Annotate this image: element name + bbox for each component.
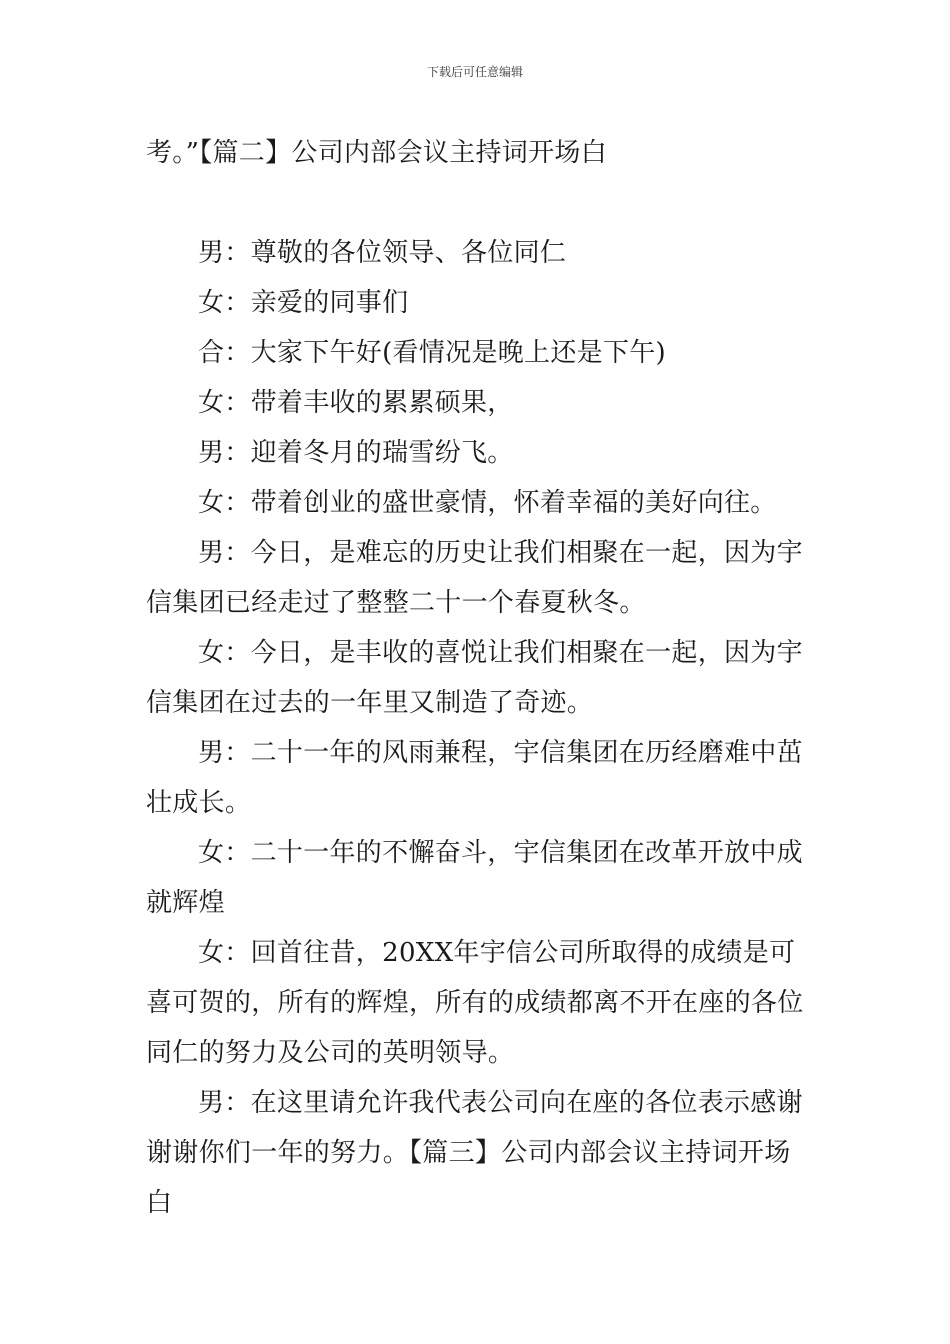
paragraph: 女：今日，是丰收的喜悦让我们相聚在一起，因为宇信集团在过去的一年里又制造了奇迹。 — [146, 638, 803, 718]
paragraph: 男：今日，是难忘的历史让我们相聚在一起，因为宇信集团已经走过了整整二十一个春夏秋冬。 — [146, 538, 803, 618]
paragraph: 女：带着丰收的累累硕果， — [198, 388, 514, 418]
paragraph: 合：大家下午好(看情况是晚上还是下午) — [198, 338, 666, 368]
paragraph-continuation: 考。”【篇二】公司内部会议主持词开场白 — [146, 138, 607, 168]
paragraph: 女：亲爱的同事们 — [198, 288, 409, 318]
paragraph: 男：在这里请允许我代表公司向在座的各位表示感谢谢谢你们一年的努力。【篇三】公司内部会议主持词开场白 — [146, 1088, 803, 1218]
paragraph: 女：带着创业的盛世豪情，怀着幸福的美好向往。 — [198, 488, 777, 518]
page-header: 下载后可任意编辑 — [426, 65, 523, 79]
paragraph: 男：尊敬的各位领导、各位同仁 — [198, 238, 567, 268]
paragraph: 女：二十一年的不懈奋斗，宇信集团在改革开放中成就辉煌 — [146, 838, 803, 918]
document-body — [146, 128, 808, 1228]
paragraph-spacer — [146, 178, 808, 228]
paragraph: 男：二十一年的风雨兼程，宇信集团在历经磨难中茁壮成长。 — [146, 738, 803, 818]
paragraph: 女：回首往昔，20XX年宇信公司所取得的成绩是可喜可贺的，所有的辉煌，所有的成绩都离不开在座的各位同仁的努力及公司的英明领导。 — [146, 938, 804, 1068]
paragraph: 男：迎着冬月的瑞雪纷飞。 — [198, 438, 514, 468]
